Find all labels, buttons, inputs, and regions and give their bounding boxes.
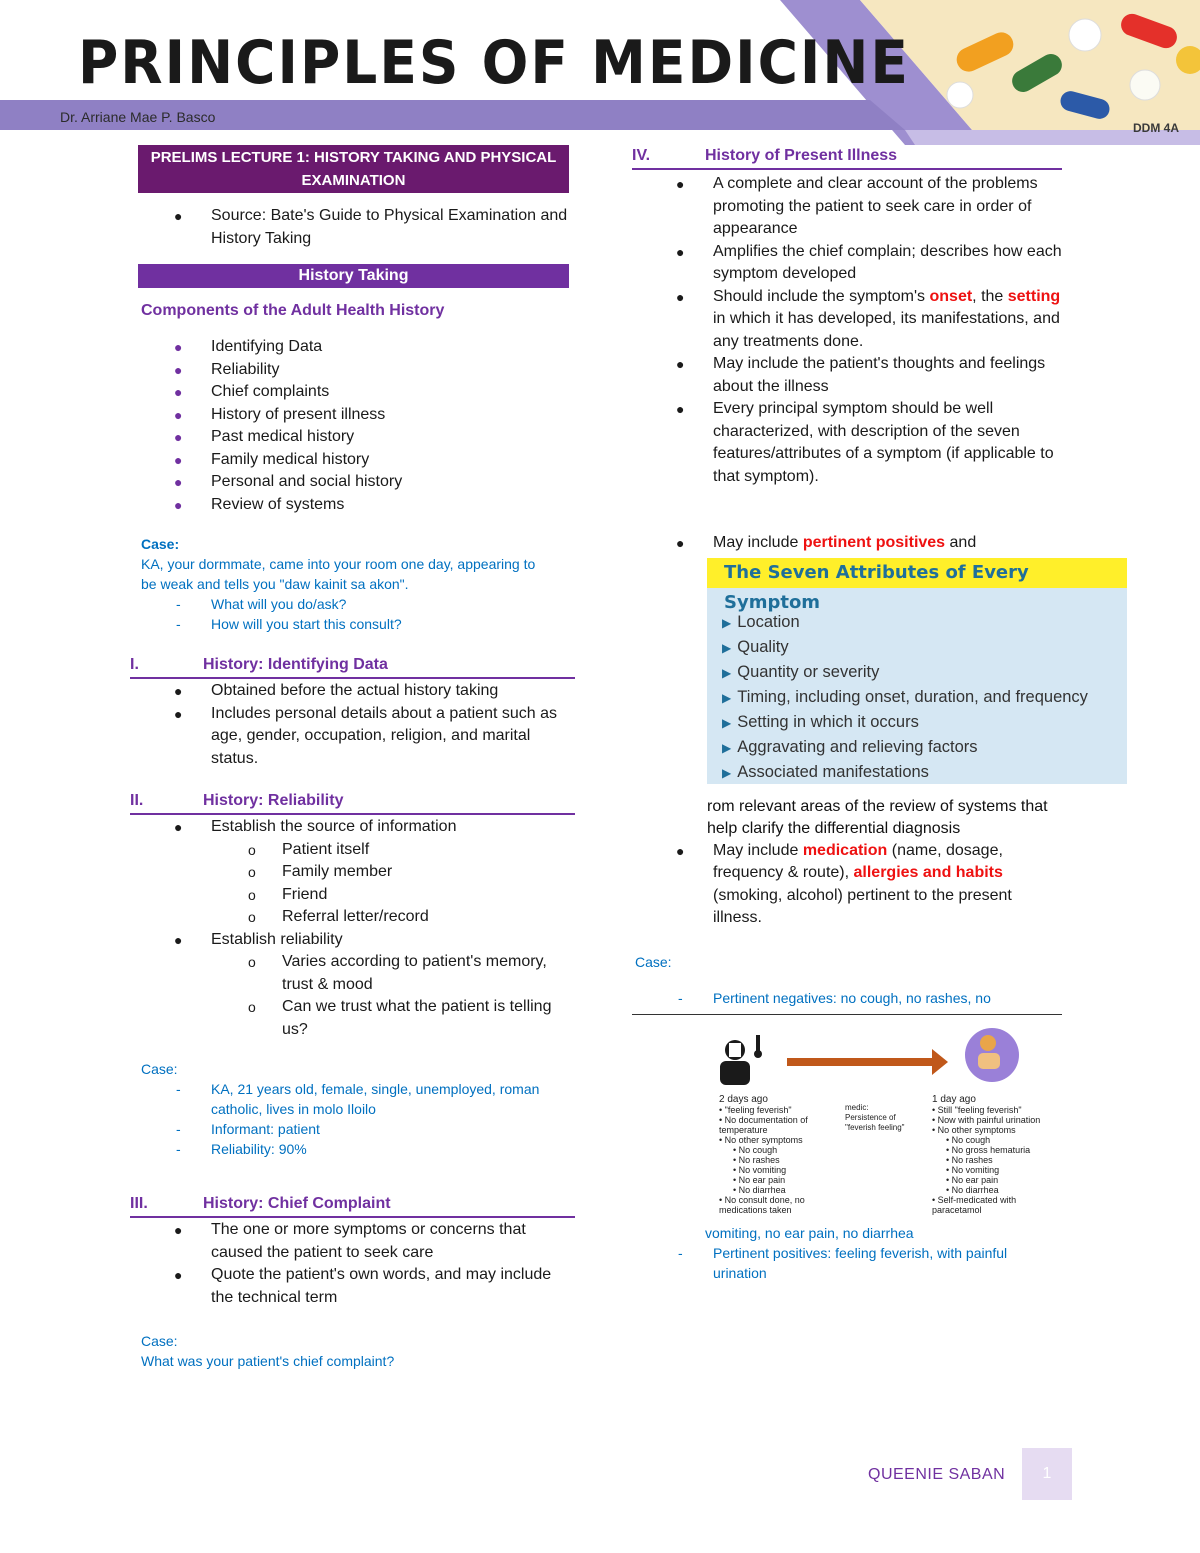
symptom-timeline-figure <box>632 1023 1072 1223</box>
section-heading-chief-complaint: III. History: Chief Complaint <box>130 1193 575 1218</box>
list-item: ● Personal and social history <box>130 471 575 494</box>
hpi-list <box>632 173 1062 488</box>
bullet-icon: ● <box>174 705 183 722</box>
attribute-item: ▶ Associated manifestations <box>722 762 929 781</box>
circle-bullet-icon: o <box>248 841 256 858</box>
attribute-item: ▶ Setting in which it occurs <box>722 712 919 731</box>
left-column <box>130 145 575 1371</box>
list-item: o Patient itself <box>130 839 575 862</box>
bullet-icon: ● <box>174 339 183 355</box>
bullet-icon: ● <box>174 474 183 490</box>
list-item: ● A complete and clear account of the problems promoting the patient to seek care in order of appearance <box>676 175 1038 237</box>
seven-attributes-figure <box>707 558 1127 784</box>
list-item: - Pertinent positives: feeling feverish, with painful urination <box>678 1244 1008 1281</box>
bullet-icon: ● <box>174 384 183 400</box>
section-heading-reliability: II. History: Reliability <box>130 790 575 815</box>
attributes-list <box>722 610 1088 785</box>
bullet-icon: ● <box>676 243 685 260</box>
attribute-item: ▶ Quality <box>722 637 789 656</box>
section-heading-identifying-data: I. History: Identifying Data <box>130 654 575 679</box>
triangle-bullet-icon: ▶ <box>722 690 732 705</box>
list-item: ● Obtained before the actual history taking <box>130 680 575 703</box>
components-list <box>130 336 575 516</box>
course-label: DDM 4A <box>1133 121 1180 135</box>
bullet-icon: ● <box>676 535 685 551</box>
bullet-icon: ● <box>174 1267 183 1283</box>
bullet-icon: ● <box>174 361 183 378</box>
list-item: o Family member <box>130 861 575 884</box>
bullet-icon: ● <box>174 819 183 835</box>
pertinent-positives-highlight: pertinent positives <box>802 534 946 551</box>
circle-bullet-icon: o <box>248 999 256 1015</box>
bullet-icon: ● <box>174 451 183 468</box>
arrow-right-icon <box>787 1049 948 1075</box>
list-item: o Friend <box>130 884 575 907</box>
reliability-list-2 <box>130 929 575 952</box>
lecture-title: PRELIMS LECTURE 1: HISTORY TAKING AND PHYSICAL EXAMINATION <box>138 145 569 193</box>
list-item: ● May include medication (name, dosage, frequency & route), allergies and habits (smoking, alcohol) pertinent to the present illness. <box>676 841 1012 926</box>
reliability-list <box>130 816 575 839</box>
medication-list <box>632 840 1062 930</box>
section-heading-hpi: IV. History of Present Illness <box>632 145 1062 170</box>
list-item: ● Review of systems <box>130 494 575 517</box>
list-item: ● Establish the source of information <box>130 816 575 839</box>
pertinent-negatives-continued: vomiting, no ear pain, no diarrhea <box>705 1224 914 1241</box>
bullet-icon: ● <box>174 406 183 423</box>
timeline-left: 2 days ago • "feeling feverish" • No documentation of temperature • No other symptoms • No cough • No rashes • No vomiting • No ear pain • No diarrhea • No consult done, no medications taken <box>719 1093 808 1215</box>
bullet-icon: ● <box>676 176 685 192</box>
list-item: ● Reliability <box>130 359 575 382</box>
rom-text: rom relevant areas of the review of systems that help clarify the differential diagnosis <box>707 797 1048 837</box>
list-item: ● Chief complaints <box>130 381 575 404</box>
list-item: ● Past medical history <box>130 426 575 449</box>
bullet-icon: ● <box>174 1222 183 1238</box>
components-heading: Components of the Adult Health History <box>141 302 445 319</box>
circle-bullet-icon: o <box>248 954 256 970</box>
pertinent-negatives-list <box>632 988 1062 1015</box>
case-details <box>130 1079 575 1159</box>
case-label: Case: <box>141 1061 178 1077</box>
bullet-icon: ● <box>676 842 685 859</box>
list-item: ● Every principal symptom should be well characterized, with description of the seven features/attributes of a symptom (if applicable to that symptom). <box>676 400 1054 485</box>
list-item: - What will you do/ask? <box>176 596 347 612</box>
list-item: o Can we trust what the patient is telling us? <box>248 998 552 1038</box>
circle-bullet-icon: o <box>248 909 256 925</box>
bullet-icon: ● <box>174 208 183 224</box>
list-item: ● Amplifies the chief complain; describes how each symptom developed <box>676 242 1062 282</box>
triangle-bullet-icon: ▶ <box>722 765 732 780</box>
footer-author: QUEENIE SABAN <box>868 1466 1006 1483</box>
bullet-icon: ● <box>174 496 183 513</box>
identifying-data-list <box>130 680 575 770</box>
case-label: Case: <box>141 1333 178 1349</box>
list-item: ● Quote the patient's own words, and may include the technical term <box>174 1266 552 1306</box>
attribute-item: ▶ Quantity or severity <box>722 662 880 681</box>
timeline-right: 1 day ago • Still "feeling feverish" • Now with painful urination • No other symptoms • No cough • No gross hematuria • No rashes • No vomiting • No ear pain • No diarrhea • Self-medicated with paracetamol <box>932 1093 1041 1215</box>
case-text: What was your patient's chief complaint? <box>141 1353 395 1369</box>
list-item: - Reliability: 90% <box>176 1141 307 1157</box>
pertinent-list <box>632 532 1062 555</box>
case-questions <box>130 594 575 634</box>
person-thermometer-icon <box>720 1035 762 1085</box>
source-types-list <box>130 839 575 929</box>
document-title: PRINCIPLES OF MEDICINE <box>78 28 910 98</box>
pertinent-positives-list <box>632 1243 1062 1283</box>
chief-complaint-list <box>130 1219 575 1309</box>
author-name: Dr. Arriane Mae P. Basco <box>60 109 216 125</box>
patient-sick-icon <box>965 1028 1019 1082</box>
timeline-mid: medic: Persistence of "feverish feeling" <box>845 1102 905 1132</box>
list-item: - Pertinent negatives: no cough, no rashes, no <box>678 989 991 1006</box>
bullet-icon: ● <box>174 683 183 699</box>
attribute-item: ▶ Aggravating and relieving factors <box>722 737 978 756</box>
list-item: ● May include pertinent positives and <box>632 532 1062 555</box>
case-text: KA, your dormmate, came into your room one day, appearing to be weak and tells you "daw kainit sa akon". <box>141 556 536 592</box>
setting-highlight: setting <box>1007 287 1061 305</box>
source-list <box>130 205 575 250</box>
attribute-item: ▶ Location <box>722 612 800 631</box>
list-item: o Varies according to patient's memory, trust & mood <box>248 953 547 993</box>
triangle-bullet-icon: ▶ <box>722 715 732 730</box>
list-item: ● Identifying Data <box>130 336 575 359</box>
circle-bullet-icon: o <box>248 886 256 903</box>
list-item: - How will you start this consult? <box>176 616 402 632</box>
reliability-factors-list <box>130 951 575 1041</box>
bullet-icon: ● <box>174 931 183 948</box>
list-item: ● May include the patient's thoughts and feelings about the illness <box>676 355 1046 395</box>
case-label: Case: <box>141 536 180 552</box>
section-bar-history-taking: History Taking <box>138 264 569 288</box>
triangle-bullet-icon: ▶ <box>722 615 732 630</box>
medication-highlight: medication <box>802 841 888 859</box>
list-item: ● The one or more symptoms or concerns that caused the patient to seek care <box>174 1221 526 1261</box>
attributes-title: The Seven Attributes of Every Symptom <box>707 558 1127 588</box>
timeline-graphic <box>632 1023 1072 1093</box>
page-header <box>0 0 1200 150</box>
page-number: 1 <box>1022 1448 1072 1500</box>
list-item: - KA, 21 years old, female, single, unemployed, roman catholic, lives in molo Iloilo <box>176 1081 540 1117</box>
bullet-icon: ● <box>676 288 685 305</box>
attribute-item: ▶ Timing, including onset, duration, and frequency <box>722 687 1088 706</box>
circle-bullet-icon: o <box>248 864 256 880</box>
case-label: Case: <box>635 953 672 970</box>
list-item: ● Should include the symptom's onset, the setting in which it has developed, its manifestations, and any treatments done. <box>676 287 1061 350</box>
onset-highlight: onset <box>929 287 973 305</box>
triangle-bullet-icon: ▶ <box>722 665 732 680</box>
list-item: ● History of present illness <box>130 404 575 427</box>
list-item: ● Establish reliability <box>130 929 575 952</box>
allergies-highlight: allergies and habits <box>853 864 1003 881</box>
bullet-icon: ● <box>676 356 685 372</box>
triangle-bullet-icon: ▶ <box>722 640 732 655</box>
list-item: - Informant: patient <box>176 1121 320 1137</box>
list-item: ● Family medical history <box>130 449 575 472</box>
list-item: o Referral letter/record <box>130 906 575 929</box>
right-column <box>632 145 1088 1283</box>
list-item: ● Source: Bate's Guide to Physical Examination and History Taking <box>174 207 568 247</box>
triangle-bullet-icon: ▶ <box>722 740 732 755</box>
list-item: ● Includes personal details about a patient such as age, gender, occupation, religion, and marital status. <box>174 704 558 767</box>
bullet-icon: ● <box>174 429 183 445</box>
bullet-icon: ● <box>676 401 685 417</box>
